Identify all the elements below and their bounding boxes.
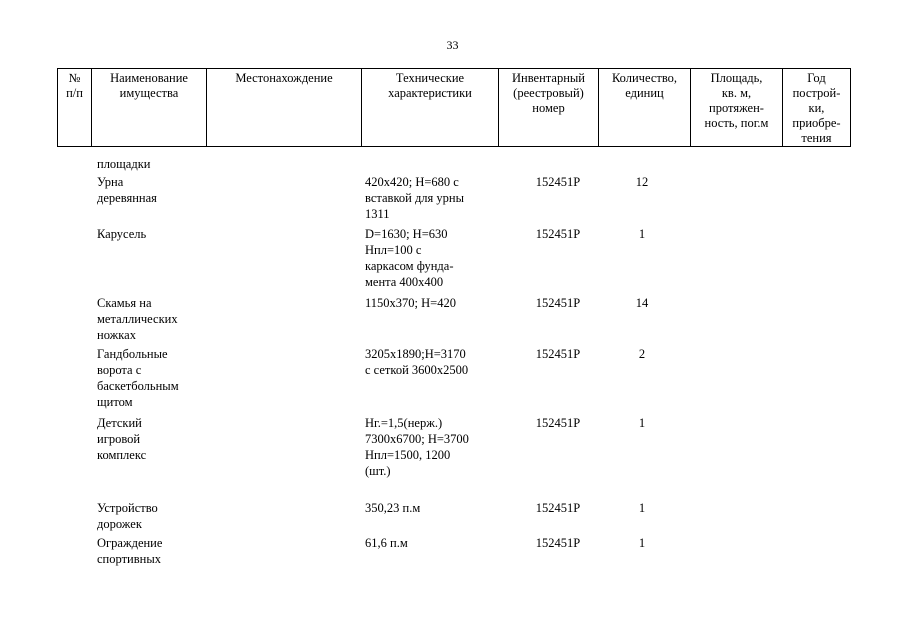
item-name: Устройство дорожек bbox=[97, 501, 158, 531]
header-specs: Технические характеристики bbox=[362, 69, 499, 147]
item-specs: Нг.=1,5(нерж.) 7300х6700; Н=3700 Нпл=1500, 1200 (шт.) bbox=[365, 416, 469, 478]
item-name: Урна деревянная bbox=[97, 175, 157, 205]
item-specs: 420х420; Н=680 с вставкой для урны 1311 bbox=[365, 175, 465, 221]
header-area: Площадь, кв. м, протяжен- ность, пог.м bbox=[691, 69, 783, 147]
page-number: 33 bbox=[446, 38, 459, 52]
header-inventory: Инвентарный (реестровый) номер bbox=[499, 69, 599, 147]
item-name: Детский игровой комплекс bbox=[97, 416, 147, 462]
item-specs: D=1630; Н=630 Нпл=100 с каркасом фунда- мента 400х400 bbox=[365, 227, 454, 289]
item-name: Ограждение спортивных bbox=[97, 536, 163, 566]
item-specs: 350,23 п.м bbox=[365, 501, 421, 515]
item-inventory: 152451Р bbox=[535, 175, 581, 189]
item-quantity: 12 bbox=[635, 175, 649, 189]
item-quantity: 14 bbox=[635, 296, 649, 310]
item-specs: 3205х1890;Н=3170 с сеткой 3600х2500 bbox=[365, 347, 469, 377]
header-year: Год построй- ки, приобре- тения bbox=[783, 69, 851, 147]
item-name: Карусель bbox=[97, 227, 147, 241]
item-inventory: 152451Р bbox=[535, 347, 581, 361]
item-inventory: 152451Р bbox=[535, 296, 581, 310]
item-name: Скамья на металлических ножках bbox=[97, 296, 178, 342]
item-specs: 61,6 п.м bbox=[365, 536, 408, 550]
item-inventory: 152451Р bbox=[535, 536, 581, 550]
item-inventory: 152451Р bbox=[535, 501, 581, 515]
item-name: площадки bbox=[97, 157, 151, 171]
item-inventory: 152451Р bbox=[535, 416, 581, 430]
item-quantity: 1 bbox=[638, 536, 646, 550]
item-quantity: 1 bbox=[638, 227, 646, 241]
header-quantity: Количество, единиц bbox=[599, 69, 691, 147]
header-name: Наименование имущества bbox=[92, 69, 207, 147]
header-number: № п/п bbox=[58, 69, 92, 147]
table-header bbox=[57, 68, 851, 147]
item-quantity: 1 bbox=[638, 501, 646, 515]
item-specs: 1150х370; Н=420 bbox=[365, 296, 456, 310]
header-location: Местонахождение bbox=[207, 69, 362, 147]
item-name: Гандбольные ворота с баскетбольным щитом bbox=[97, 347, 179, 409]
item-inventory: 152451Р bbox=[535, 227, 581, 241]
item-quantity: 1 bbox=[638, 416, 646, 430]
item-quantity: 2 bbox=[638, 347, 646, 361]
